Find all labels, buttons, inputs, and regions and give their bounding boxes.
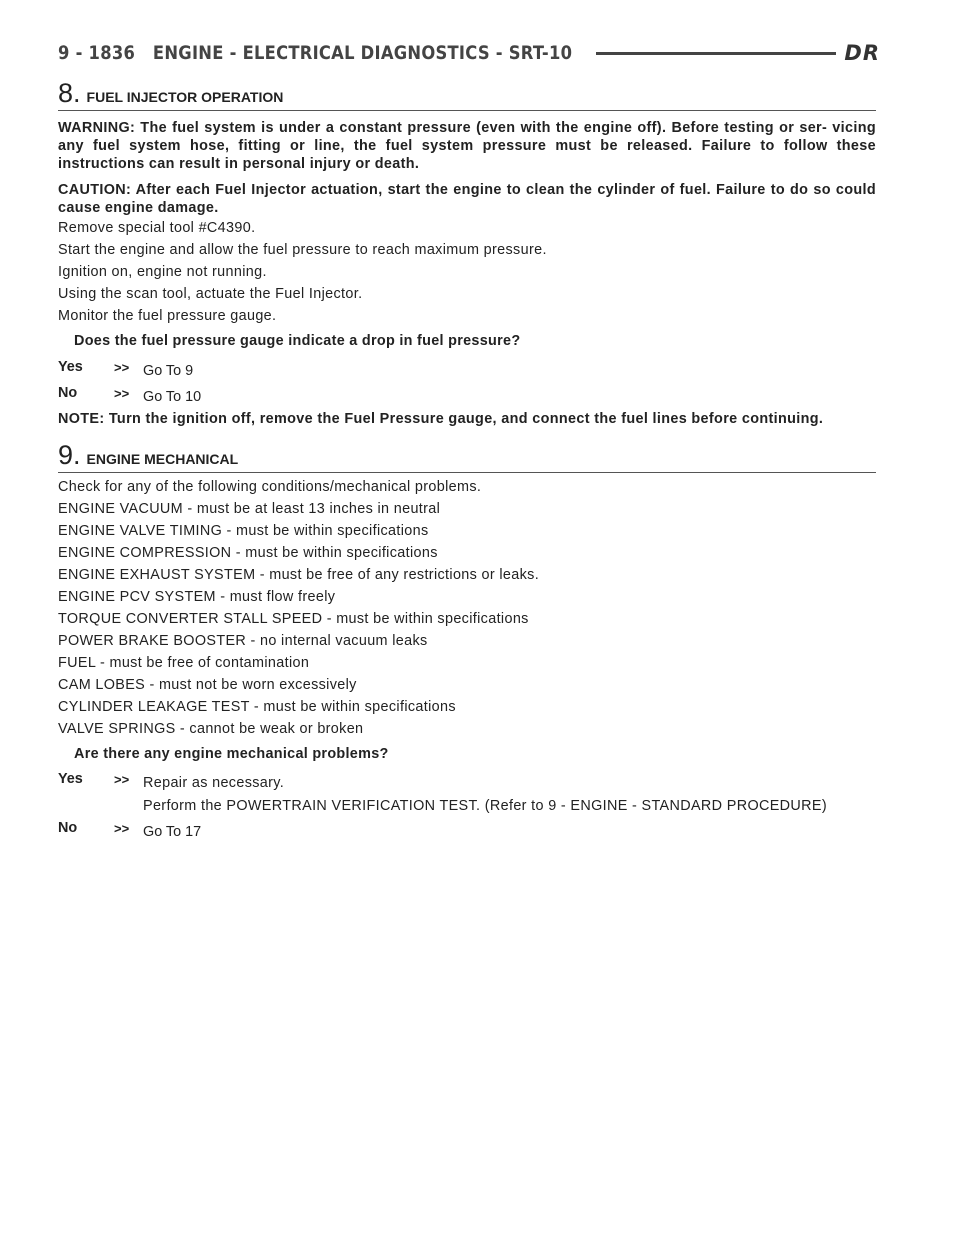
check-item: ENGINE EXHAUST SYSTEM - must be free of any restrictions or leaks. xyxy=(58,567,540,583)
arrow-marker: >> xyxy=(114,360,130,375)
section-8-heading xyxy=(58,80,876,111)
arrow-marker: >> xyxy=(114,821,130,836)
section-8-question: Does the fuel pressure gauge indicate a drop in fuel pressure? xyxy=(74,333,521,349)
no-answer: Go To 10 xyxy=(143,389,202,405)
section-9-question: Are there any engine mechanical problems? xyxy=(74,746,389,762)
yes-answer-repair: Repair as necessary. xyxy=(143,775,285,791)
check-item: ENGINE VALVE TIMING - must be within specifications xyxy=(58,523,429,539)
no-label: No xyxy=(58,820,78,836)
header-title: ENGINE - ELECTRICAL DIAGNOSTICS - SRT-10 xyxy=(152,42,573,64)
arrow-marker: >> xyxy=(114,772,130,787)
header-page-ref: 9 - 1836 xyxy=(58,42,136,64)
check-item: CAM LOBES - must not be worn excessively xyxy=(58,677,357,693)
header-code: DR xyxy=(844,41,880,65)
section-9-title: ENGINE MECHANICAL xyxy=(86,451,239,467)
yes-label: Yes xyxy=(58,771,83,787)
step-line: Using the scan tool, actuate the Fuel Injector. xyxy=(58,286,363,302)
section-9-number: 9. xyxy=(58,440,81,470)
check-item: CYLINDER LEAKAGE TEST - must be within specifications xyxy=(58,699,456,715)
yes-label: Yes xyxy=(58,359,83,375)
check-item: TORQUE CONVERTER STALL SPEED - must be within specifications xyxy=(58,611,529,627)
yes-answer-verification: Perform the POWERTRAIN VERIFICATION TEST. (Refer to 9 - ENGINE - STANDARD PROCEDURE) xyxy=(143,798,828,814)
note-text: NOTE: Turn the ignition off, remove the Fuel Pressure gauge, and connect the fuel lines before continuing. xyxy=(58,411,824,427)
step-line: Ignition on, engine not running. xyxy=(58,264,267,280)
check-intro: Check for any of the following conditions/mechanical problems. xyxy=(58,479,482,495)
check-item: ENGINE VACUUM - must be at least 13 inches in neutral xyxy=(58,501,441,517)
header-rule xyxy=(596,52,836,55)
header-left xyxy=(58,42,572,64)
caution-text: CAUTION: After each Fuel Injector actuation, start the engine to clean the cylinder of fuel. Failure to do so could cause engine damage. xyxy=(58,182,876,216)
warning-text: WARNING: The fuel system is under a constant pressure (even with the engine off). Before testing or ser- vicing any fuel system hose, fitting or line, the fuel system pressure must be released. Failure to follow these instructions can result in personal injury or death. xyxy=(58,120,876,172)
step-line: Remove special tool #C4390. xyxy=(58,220,256,236)
no-answer: Go To 17 xyxy=(143,824,202,840)
section-9-heading xyxy=(58,442,876,473)
section-8-number: 8. xyxy=(58,78,81,108)
arrow-marker: >> xyxy=(114,386,130,401)
running-header xyxy=(58,40,880,66)
check-item: ENGINE PCV SYSTEM - must flow freely xyxy=(58,589,336,605)
check-item: FUEL - must be free of contamination xyxy=(58,655,310,671)
check-item: POWER BRAKE BOOSTER - no internal vacuum leaks xyxy=(58,633,428,649)
no-label: No xyxy=(58,385,78,401)
step-line: Start the engine and allow the fuel pressure to reach maximum pressure. xyxy=(58,242,547,258)
check-item: ENGINE COMPRESSION - must be within specifications xyxy=(58,545,438,561)
section-8-title: FUEL INJECTOR OPERATION xyxy=(86,89,284,105)
check-item: VALVE SPRINGS - cannot be weak or broken xyxy=(58,721,364,737)
yes-answer: Go To 9 xyxy=(143,363,194,379)
step-line: Monitor the fuel pressure gauge. xyxy=(58,308,277,324)
